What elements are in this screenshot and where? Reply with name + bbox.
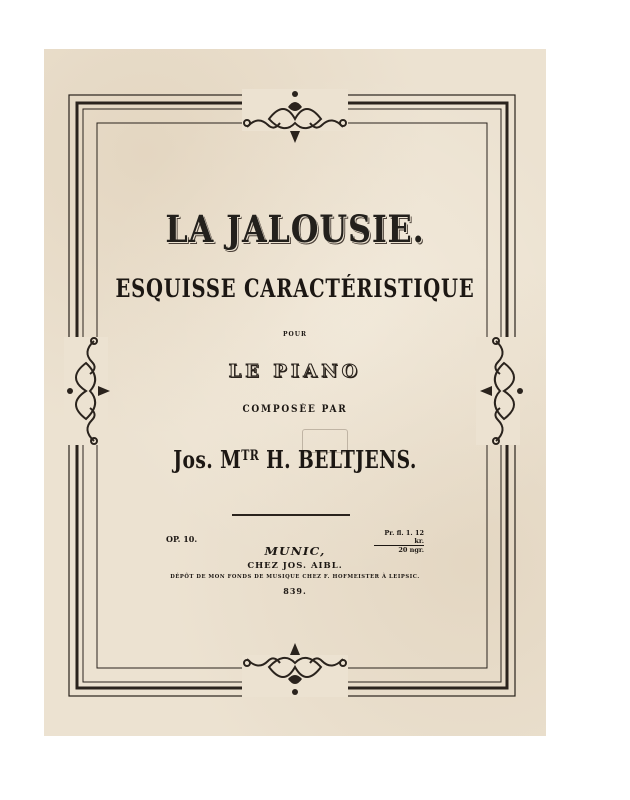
opus-number: OP. 10.	[166, 534, 198, 544]
page-title: LA JALOUSIE.	[165, 207, 425, 251]
composer-name	[99, 445, 491, 474]
title-page	[44, 49, 546, 736]
plate-number: 839.	[283, 586, 307, 596]
publisher-name: CHEZ JOS. AIBL.	[247, 561, 343, 571]
composer-surname: H. BELTJENS.	[259, 445, 417, 474]
price-line-1: Pr. fl. 1. 12 kr.	[374, 529, 424, 546]
composed-by-label: COMPOSÉE PAR	[242, 404, 348, 415]
subtitle: ESQUISSE CARACTÉRISTIQUE	[115, 274, 475, 303]
price-line-2: 20 ngr.	[398, 546, 424, 554]
ornamental-border	[44, 49, 546, 736]
pour-label: POUR	[283, 331, 307, 338]
divider-rule	[232, 514, 350, 516]
depot-notice: DÉPÔT DE MON FONDS DE MUSIQUE CHEZ F. HOFMEISTER À LEIPSIC.	[170, 574, 420, 580]
composer-superscript: TR	[241, 448, 260, 464]
composer-prefix: Jos. M	[173, 445, 242, 474]
publisher-city: MUNIC,	[264, 545, 326, 558]
instrument-label: LE PIANO	[228, 361, 362, 382]
